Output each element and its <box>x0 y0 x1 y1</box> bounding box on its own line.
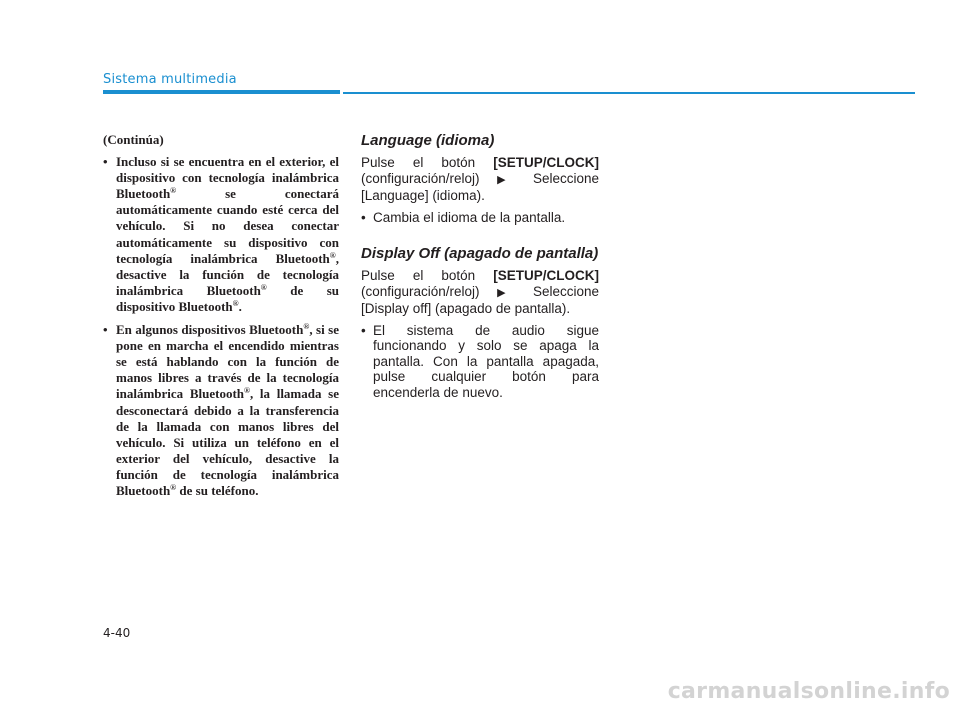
list-item: • Cambia el idioma de la pantalla. <box>361 210 599 226</box>
language-bullet-list <box>361 210 599 226</box>
language-heading: Language (idioma) <box>361 132 495 149</box>
left-bullet-list <box>103 154 339 499</box>
left-column <box>103 132 339 506</box>
language-instruction: Pulse el botón [SETUP/CLOCK] (configuración/reloj) ▶ Seleccione [Language] (idioma). <box>361 155 600 203</box>
header-rule-thin <box>343 92 915 94</box>
watermark: carmanualsonline.info <box>667 679 950 704</box>
setup-clock-button-label: [SETUP/CLOCK] <box>493 268 599 283</box>
header-rule-thick <box>103 90 340 94</box>
list-item: • Incluso si se encuentra en el exterior, el dispositivo con tecnología inalámbrica Bluetooth® se conectará automáticamente cuando esté cerca del vehículo. Si no desea conectar automáticamente su dispositivo con tecnología inalámbrica Bluetooth®, desactive la función de tecnología inalámbrica Bluetooth® de su dispositivo Bluetooth®. <box>103 154 339 315</box>
page-number: 4-40 <box>103 626 131 640</box>
list-item: • En algunos dispositivos Bluetooth®, si se pone en marcha el encendido mientras se está hablando con la función de manos libres a través de la tecnología inalámbrica Bluetooth®, la llamada se desconectará debido a la transferencia de la llamada con manos libres del vehículo. Si utiliza un teléfono en el exterior del vehículo, desactive la función de tecnología inalámbrica Bluetooth® de su teléfono. <box>103 322 339 499</box>
continued-label: (Continúa) <box>103 132 164 147</box>
arrow-right-icon: ▶ <box>497 286 516 299</box>
display-off-heading: Display Off (apagado de pantalla) <box>361 245 599 262</box>
setup-clock-button-label: [SETUP/CLOCK] <box>493 155 599 170</box>
arrow-right-icon: ▶ <box>497 173 516 186</box>
list-item: • El sistema de audio sigue funcionando y solo se apaga la pantalla. Con la pantalla apagada, pulse cualquier botón para encenderla de nuevo. <box>361 323 599 401</box>
right-column <box>361 132 599 420</box>
display-off-instruction: Pulse el botón [SETUP/CLOCK] (configuración/reloj) ▶ Seleccione [Display off] (apagado de pantalla). <box>361 268 600 316</box>
display-off-bullet-list <box>361 323 599 401</box>
section-header-title: Sistema multimedia <box>103 72 237 87</box>
